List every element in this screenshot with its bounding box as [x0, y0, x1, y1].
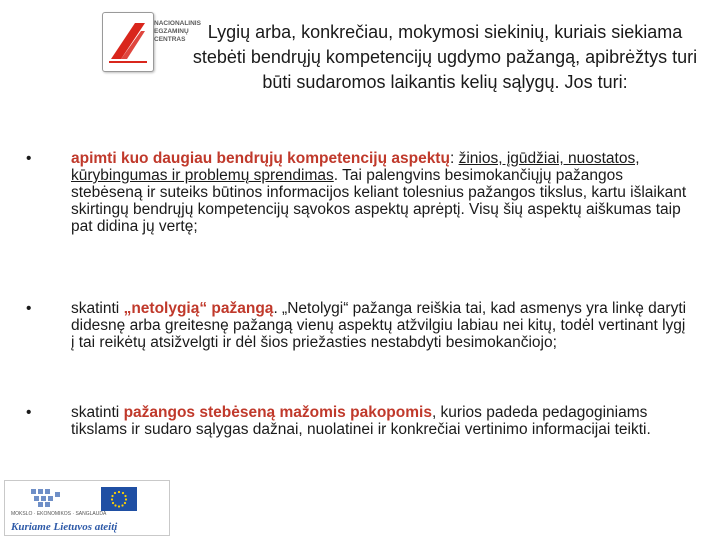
bullet-text	[71, 300, 691, 351]
bullet-text	[71, 150, 691, 235]
underlined-text: žinios, įgūdžiai, nuostatos, kūrybingumas ir problemų sprendimas	[71, 150, 640, 184]
eu-flag-icon	[101, 487, 137, 511]
highlight-text: „netolygią“ pažangą	[123, 300, 274, 317]
highlight-text: pažangos stebėseną mažomis pakopomis	[123, 404, 432, 421]
org-line-2: EGZAMINŲ	[154, 28, 189, 35]
colon-text: :	[449, 150, 459, 167]
nec-logo-icon	[107, 19, 149, 65]
bullet-text	[71, 404, 691, 438]
bullet-marker: •	[26, 300, 32, 317]
slide-title: Lygių arba, konkrečiau, mokymosi siekinių, kuriais siekiama stebėti bendrųjų kompetencijų ugdymo pažangą, apibrėžtys turi būti sudaromos laikantis kelių sąlygų. Jos turi:	[192, 22, 698, 92]
esf-mark-icon	[29, 487, 69, 509]
lead-text: skatinti	[71, 300, 124, 317]
body-text: , kurios padeda pedagoginiams tikslams ir sudaro sąlygas dažnai, nuolatinei ir konkrečiai vertinimo informacijai teikti.	[71, 404, 651, 438]
bullet-marker: •	[26, 404, 32, 421]
org-line-3: CENTRAS	[154, 36, 186, 43]
org-line-1: NACIONALINIS	[154, 20, 201, 27]
footer-slogan: Kuriame Lietuvos ateitį	[11, 521, 118, 533]
body-text: . Tai palengvins besimokančiųjų pažangos stebėseną ir suteiks būtinos informacijos keliant tolesnius pažangos tikslus, kartu išlaikant skirtingų bendrųjų kompetencijų sąvokos aspektų aprėptį. Visų šių aspektų aiškumas taip pat didina jų vertę;	[71, 167, 687, 235]
lead-text: skatinti	[71, 404, 124, 421]
highlight-text: apimti kuo daugiau bendrųjų kompetencijų aspektų	[71, 150, 450, 167]
nec-logo-badge	[102, 12, 154, 72]
body-text: . „Netolygi“ pažanga reiškia tai, kad asmenys yra linkę daryti didesnę arba greitesnę pažangą vienų aspektų atžvilgiu labiau nei kitų, todėl vertinant lygį į tai reikėtų atsižvelgti ir dėl šios priežasties nestabdyti besimokančiojo;	[71, 300, 687, 351]
footer-small-text: MOKSLO · EKONOMIKOS · SANGLAUDA	[11, 511, 107, 517]
bullet-marker: •	[26, 150, 32, 167]
nec-logo	[100, 8, 201, 84]
footer-logo-box	[4, 480, 170, 536]
nec-org-name	[154, 20, 201, 44]
footer-logos	[4, 480, 172, 536]
